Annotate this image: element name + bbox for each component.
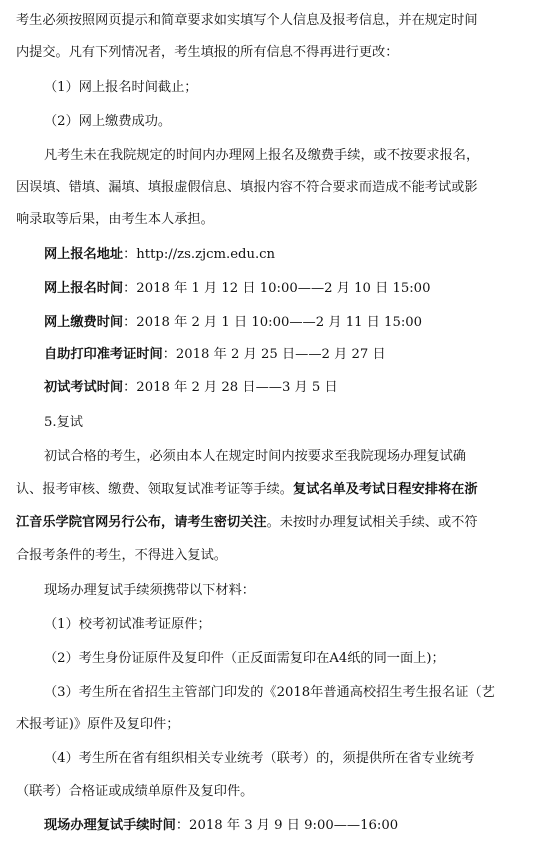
registration-site-row [44,246,535,264]
payment-time-row [44,314,535,332]
payment-time-label: 网上缴费时间 [44,315,124,330]
registration-time-value: ：2018 年 1 月 12 日 10:00——2 月 10 日 15:00 [123,281,431,296]
materials-intro: 现场办理复试手续须携带以下材料： [44,583,255,598]
retest-notice-bold: 复试名单及考试日程安排将在浙 [292,482,478,497]
intro-line-2: 内提交。凡有下列情况者，考生填报的所有信息不得再进行更改： [16,45,399,60]
first-exam-value: ：2018 年 2 月 28 日——3 月 5 日 [123,380,338,395]
condition-2: （2）网上缴费成功。 [44,114,172,129]
retest-heading: 5.复试 [44,415,83,430]
material-4-line-1: （4）考生所在省有组织相关专业统考（联考）的，须提供所在省专业统考 [44,751,475,766]
intro-line-1: 考生必须按照网页提示和简章要求如实填写个人信息及报考信息，并在规定时间 [16,13,478,28]
retest-time-label: 现场办理复试手续时间 [44,818,176,833]
retest-para-line-1: 初试合格的考生，必须由本人在规定时间内按要求至我院现场办理复试确 [44,449,466,464]
registration-time-label: 网上报名时间 [44,281,124,296]
retest-para-line-3 [16,514,535,532]
material-3-line-1: （3）考生所在省招生主管部门印发的《2018年普通高校招生考生报名证（艺 [44,685,495,700]
retest-time-row [44,817,535,835]
warning-line-2: 因误填、错填、漏填、填报虚假信息、填报内容不符合要求而造成不能考试或影 [16,180,478,195]
retest-para-line-3-text: 。未按时办理复试相关手续、或不符 [266,515,478,530]
admission-print-value: ：2018 年 2 月 25 日——2 月 27 日 [162,347,386,362]
first-exam-row [44,379,535,397]
retest-para-line-2-text: 认、报考审核、缴费、领取复试准考证等手续。 [16,482,293,497]
material-3-line-2: 术报考证)》原件及复印件； [16,717,180,732]
material-1: （1）校考初试准考证原件； [44,617,211,632]
material-4-line-2: （联考）合格证或成绩单原件及复印件。 [16,784,254,799]
material-2: （2）考生身份证原件及复印件（正反面需复印在A4纸的同一面上)； [44,651,445,666]
retest-time-value: ：2018 年 3 月 9 日 9:00——16:00 [175,818,399,833]
payment-time-value: ：2018 年 2 月 1 日 10:00——2 月 11 日 15:00 [123,315,423,330]
registration-time-row [44,280,535,298]
retest-para-line-2 [16,481,535,499]
warning-line-1: 凡考生未在我院规定的时间内办理网上报名及缴费手续，或不按要求报名， [44,148,480,163]
first-exam-label: 初试考试时间 [44,380,124,395]
registration-site-value: ：http://zs.zjcm.edu.cn [123,247,276,262]
retest-notice-bold-cont: 江音乐学院官网另行公布，请考生密切关注 [16,515,267,530]
warning-line-3: 响录取等后果，由考生本人承担。 [16,212,214,227]
retest-para-line-4: 合报考条件的考生，不得进入复试。 [16,548,227,563]
registration-site-label: 网上报名地址 [44,247,124,262]
condition-1: （1）网上报名时间截止； [44,80,198,95]
admission-print-row [44,346,535,364]
admission-print-label: 自助打印准考证时间 [44,347,163,362]
